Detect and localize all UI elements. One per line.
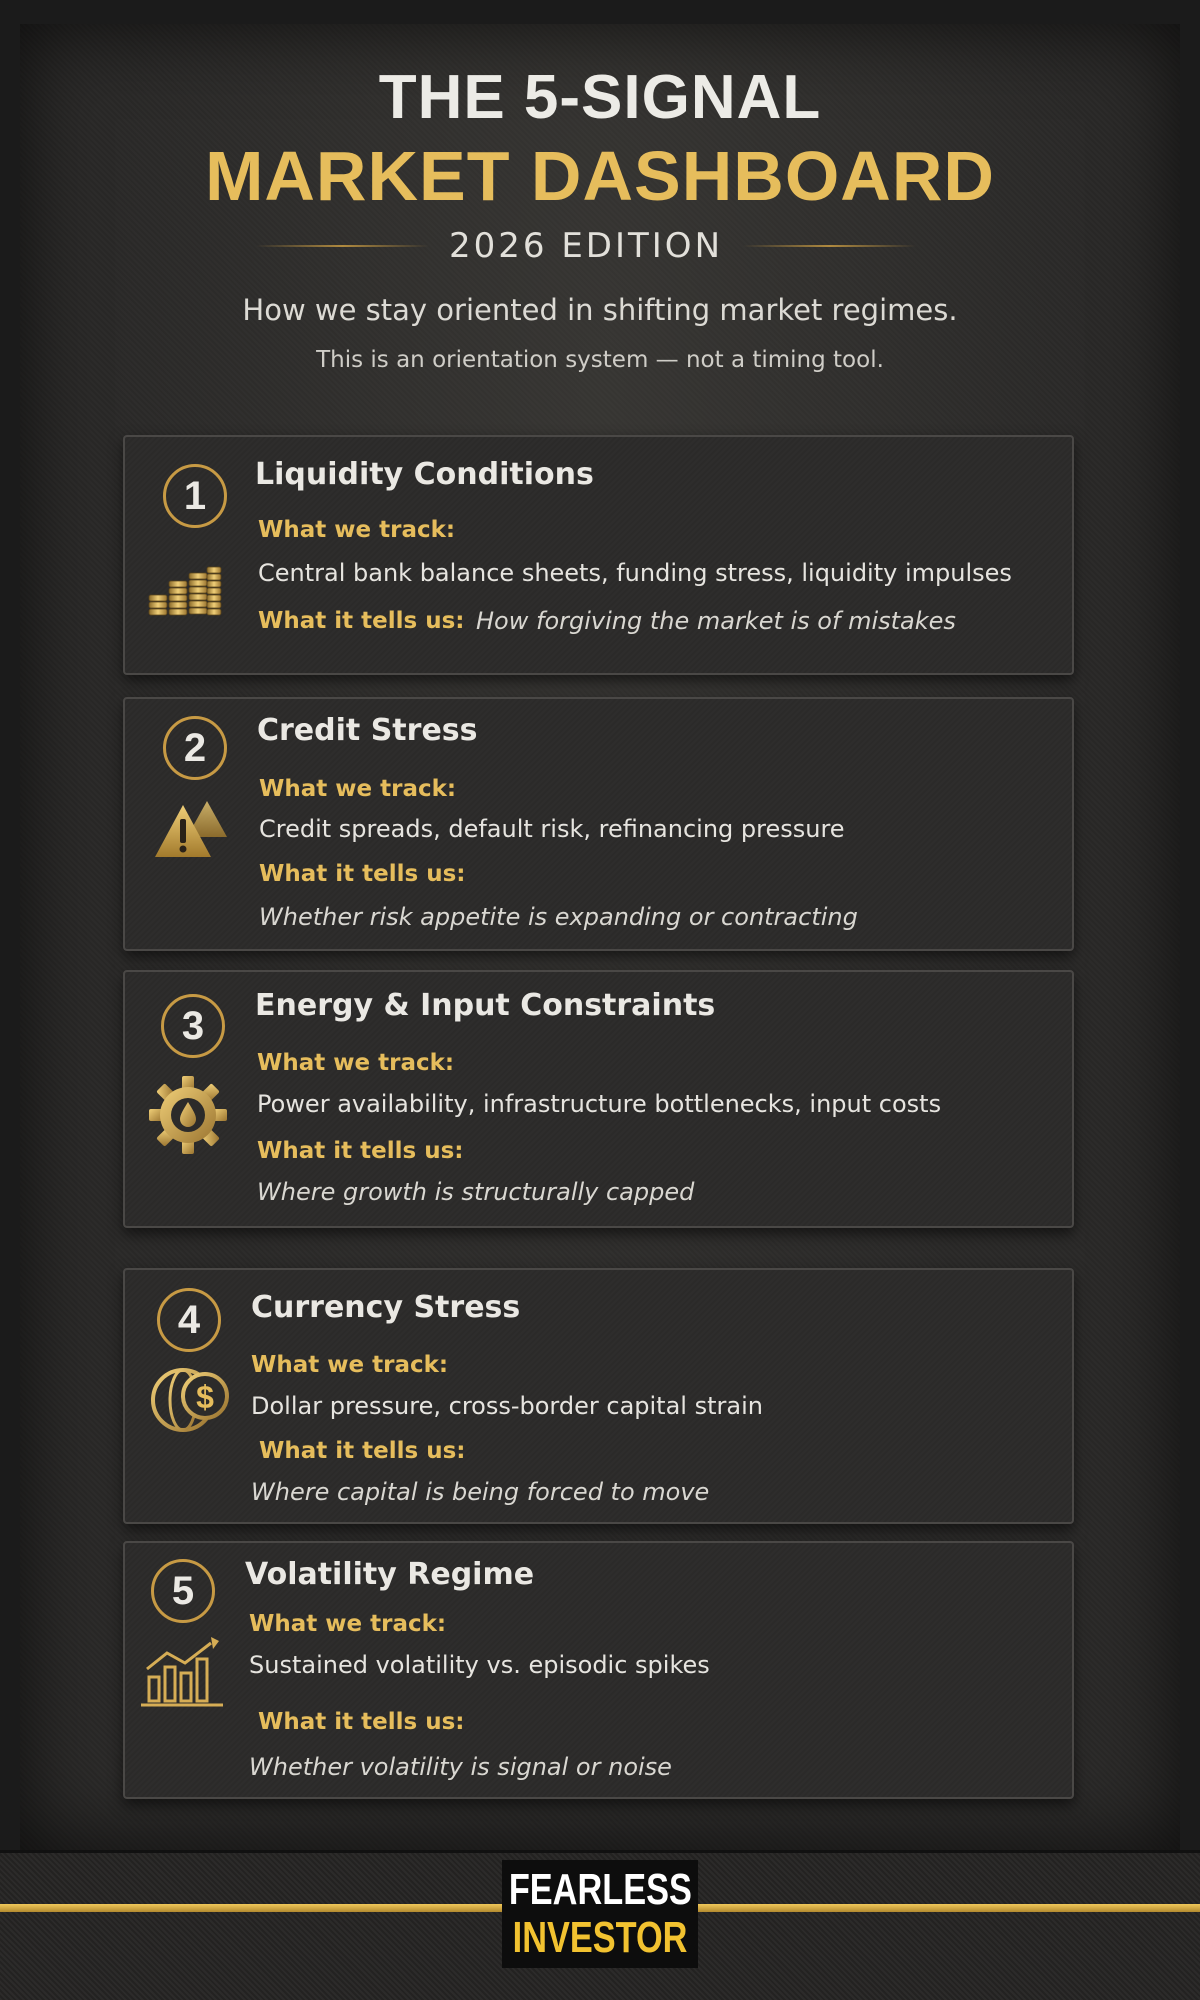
title-line-2: MARKET DASHBOARD [205,137,995,215]
number-badge [151,1559,215,1623]
tells-label: What it tells us: [258,608,465,634]
coin-stack-icon [145,545,231,631]
card-title: Currency Stress [251,1290,521,1325]
tells-text: Where growth is structurally capped [257,1178,695,1206]
number-badge-text: 2 [183,725,207,770]
number-badge-text: 4 [177,1297,201,1342]
warning-icon [153,797,239,883]
signal-card-3 [123,970,1074,1228]
card-title: Energy & Input Constraints [255,988,716,1023]
track-label: What we track: [249,1611,447,1637]
track-label: What we track: [259,776,457,802]
signal-card-1 [123,435,1074,675]
globe-dollar-icon [149,1358,235,1444]
track-label: What we track: [257,1050,455,1076]
track-label: What we track: [258,517,456,543]
tells-text: Whether risk appetite is expanding or contracting [259,903,858,931]
edition-divider-right [743,245,916,247]
tagline: This is an orientation system — not a timing tool. [316,347,884,373]
tells-text: How forgiving the market is of mistakes [476,607,956,635]
card-title: Volatility Regime [245,1557,535,1592]
tells-label: What it tells us: [257,1138,464,1164]
edition-row [256,224,916,268]
number-badge [157,1288,221,1352]
track-label: What we track: [251,1352,449,1378]
number-badge-text: 5 [171,1568,195,1613]
track-text: Power availability, infrastructure bottlenecks, input costs [257,1090,942,1118]
number-badge [163,716,227,780]
signal-card-4 [123,1268,1074,1524]
number-badge [161,994,225,1058]
tells-label: What it tells us: [258,1709,465,1735]
tells-label: What it tells us: [259,861,466,887]
svg-text:$: $ [196,1379,214,1415]
card-title: Liquidity Conditions [255,457,594,492]
bar-chart-trend-icon [139,1629,225,1715]
edition-divider-left [256,245,429,247]
track-text: Dollar pressure, cross-border capital strain [251,1392,763,1420]
gear-oil-drop-icon [145,1072,231,1158]
card-title: Credit Stress [257,713,478,748]
tells-text: Where capital is being forced to move [251,1478,710,1506]
subtitle: How we stay oriented in shifting market regimes. [242,293,958,327]
edition-label: 2026 EDITION [448,226,724,266]
fearless-investor-logo [502,1860,698,1968]
number-badge-text: 3 [181,1003,205,1048]
number-badge [163,464,227,528]
logo-line-1: FEARLESS [508,1865,692,1914]
logo-line-2: INVESTOR [512,1913,688,1962]
track-text: Sustained volatility vs. episodic spikes [249,1651,710,1679]
signal-card-2 [123,697,1074,951]
track-text: Credit spreads, default risk, refinancing pressure [259,815,845,843]
tells-text: Whether volatility is signal or noise [249,1753,672,1781]
title-line-1: THE 5-SIGNAL [378,63,822,132]
track-text: Central bank balance sheets, funding stress, liquidity impulses [258,559,1012,587]
tells-label: What it tells us: [259,1438,466,1464]
number-badge-text: 1 [183,473,207,518]
signal-card-5 [123,1541,1074,1799]
